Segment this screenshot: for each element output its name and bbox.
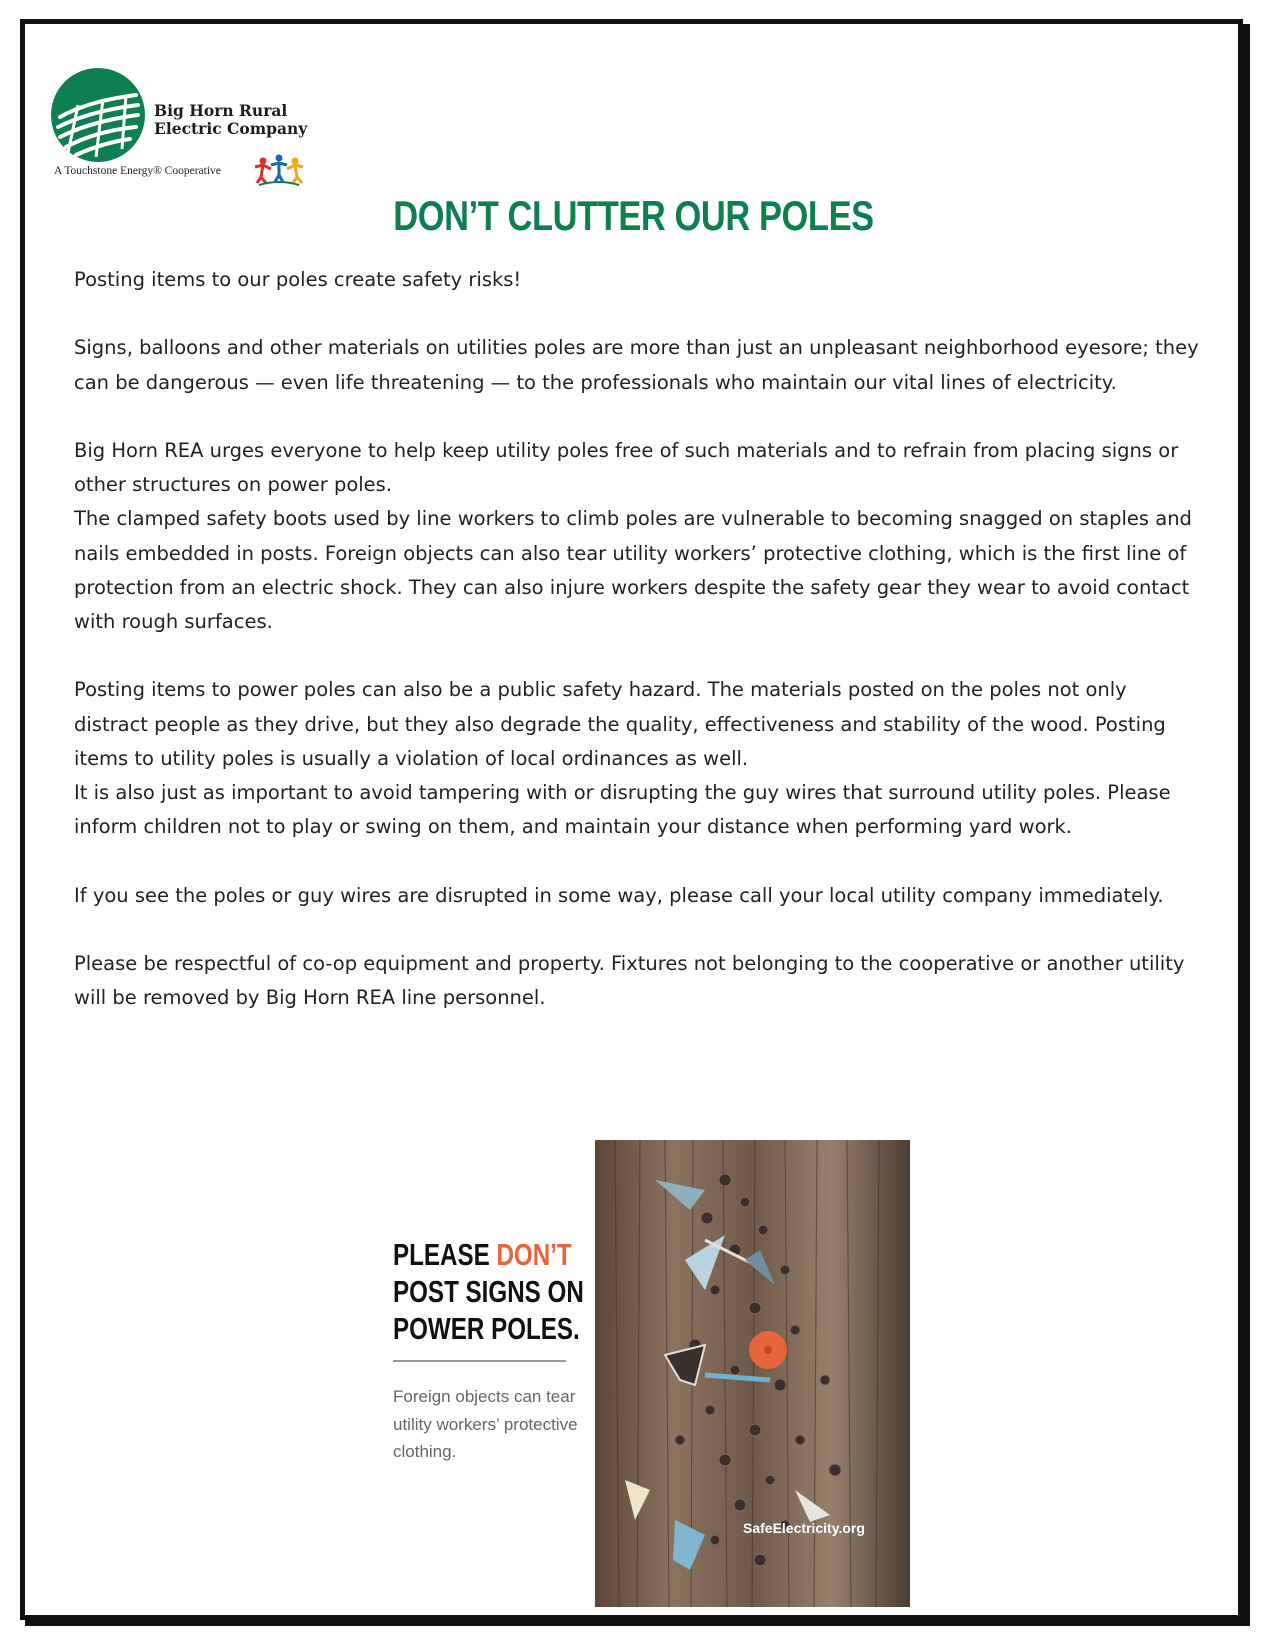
company-logo <box>48 65 308 190</box>
poster-headline-accent: DON’T <box>496 1237 572 1272</box>
company-name-line1: Big Horn Rural <box>154 101 288 120</box>
poster-subtext: Foreign objects can tear utility workers’ protective clothing. <box>393 1387 578 1461</box>
power-lines-icon <box>48 65 148 165</box>
safe-electricity-watermark <box>743 1520 865 1536</box>
logo-tagline: A Touchstone Energy® Cooperative <box>54 165 221 177</box>
paragraph: It is also just as important to avoid tampering with or disrupting the guy wires that surround utility poles. Please inform children not to play or swing on them, and maintain your distance when performing yard work. <box>74 781 1171 839</box>
touchstone-people-icon <box>253 153 305 187</box>
paragraph: Signs, balloons and other materials on utilities poles are more than just an unpleasant neighborhood eyesore; they can be dangerous — even life threatening — to the professionals who maintain our vital lines of electricity. <box>74 336 1199 394</box>
paragraph: Big Horn REA urges everyone to help keep utility poles free of such materials and to refrain from placing signs or other structures on power poles. <box>74 438 1179 497</box>
paragraph: The clamped safety boots used by line workers to climb poles are vulnerable to becoming snagged on staples and nails embedded in posts. Foreign objects can also tear utility workers’ protective clothing, which is the first line of protection from an electric shock. They can also injure workers despite the safety gear they wear to avoid contact with rough surfaces. <box>74 507 1192 633</box>
paragraph: Please be respectful of co-op equipment and property. Fixtures not belonging to the cooperative or another utility will be removed by Big Horn REA line personnel. <box>74 951 1185 1010</box>
poster-headline-part: PLEASE <box>393 1237 497 1272</box>
company-name-line2: Electric Company <box>154 119 308 138</box>
poster-divider <box>393 1360 566 1362</box>
paragraph: Posting items to our poles create safety risks! <box>74 268 522 291</box>
frame-shadow <box>25 1620 1250 1626</box>
poster-headline <box>393 1236 584 1347</box>
paragraph: If you see the poles or guy wires are disrupted in some way, please call your local utility company immediately. <box>74 883 1164 907</box>
cluttered-pole-image <box>595 1140 910 1607</box>
company-name <box>154 102 307 138</box>
article-body <box>74 263 1204 1015</box>
safety-poster <box>375 1140 910 1607</box>
frame-shadow <box>1243 24 1250 1625</box>
page-title: DON’T CLUTTER OUR POLES <box>393 192 874 239</box>
paragraph: Posting items to power poles can also be a public safety hazard. The materials posted on the poles not only distract people as they drive, but they also degrade the quality, effectiveness and stability of the wood. Posting items to utility poles is usually a violation of local ordinances as well. <box>74 678 1166 770</box>
poster-headline-line3: POWER POLES. <box>393 1311 580 1346</box>
watermark-text: SafeElectricity.org <box>743 1520 865 1536</box>
poster-headline-line2: POST SIGNS ON <box>393 1274 584 1309</box>
